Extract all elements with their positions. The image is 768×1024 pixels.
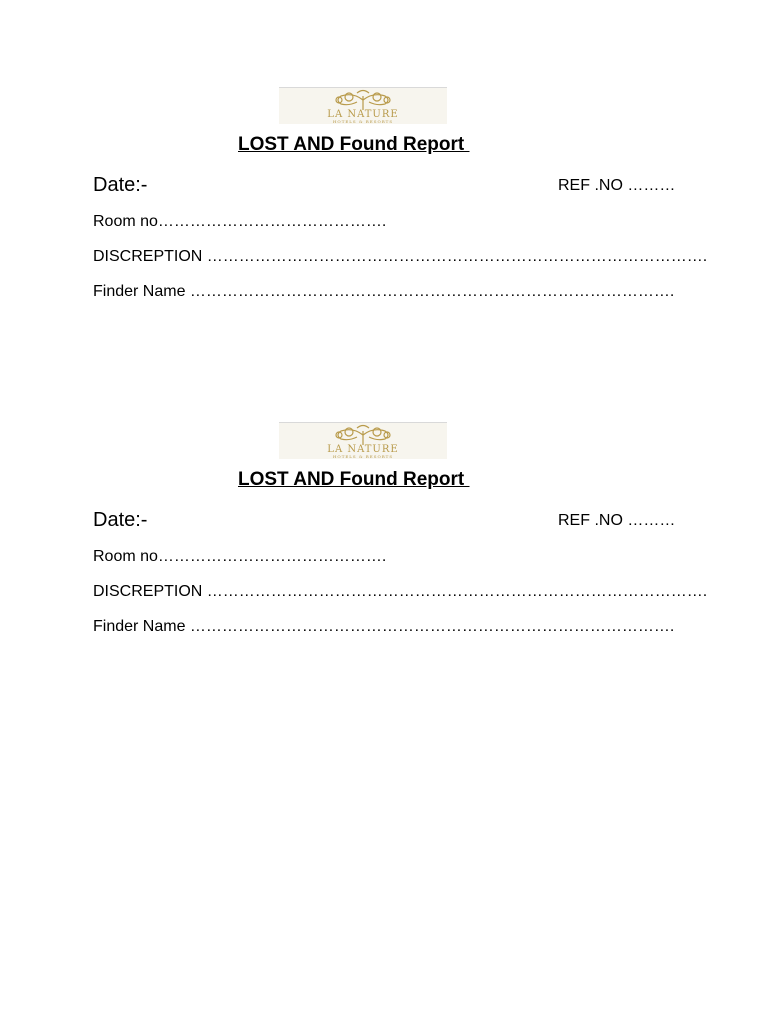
date-label: Date:- bbox=[93, 509, 148, 531]
room-no-field: Room no……………………………………. bbox=[93, 548, 387, 565]
lost-found-form-1 bbox=[0, 84, 768, 324]
finder-name-field: Finder Name ………………………………………………………………………………. bbox=[93, 283, 675, 300]
lost-found-form-2 bbox=[0, 419, 768, 659]
la-nature-logo bbox=[279, 87, 447, 124]
tree-icon bbox=[336, 91, 390, 111]
report-title: LOST AND Found Report bbox=[238, 469, 470, 490]
date-label: Date:- bbox=[93, 174, 148, 196]
svg-text:HOTELS & RESORTS: HOTELS & RESORTS bbox=[332, 454, 394, 459]
svg-text:LA NATURE: LA NATURE bbox=[327, 444, 399, 455]
finder-name-field: Finder Name ………………………………………………………………………………. bbox=[93, 618, 675, 635]
room-no-field: Room no……………………………………. bbox=[93, 213, 387, 230]
la-nature-logo bbox=[279, 422, 447, 459]
description-field: DISCREPTION …………………………………………………………………………………. bbox=[93, 248, 708, 265]
ref-no-field: REF .NO ……… bbox=[558, 512, 676, 529]
svg-text:HOTELS & RESORTS: HOTELS & RESORTS bbox=[332, 119, 394, 124]
description-field: DISCREPTION …………………………………………………………………………………. bbox=[93, 583, 708, 600]
report-title: LOST AND Found Report bbox=[238, 134, 470, 155]
tree-icon bbox=[336, 426, 390, 446]
ref-no-field: REF .NO ……… bbox=[558, 177, 676, 194]
svg-text:LA NATURE: LA NATURE bbox=[327, 109, 399, 120]
